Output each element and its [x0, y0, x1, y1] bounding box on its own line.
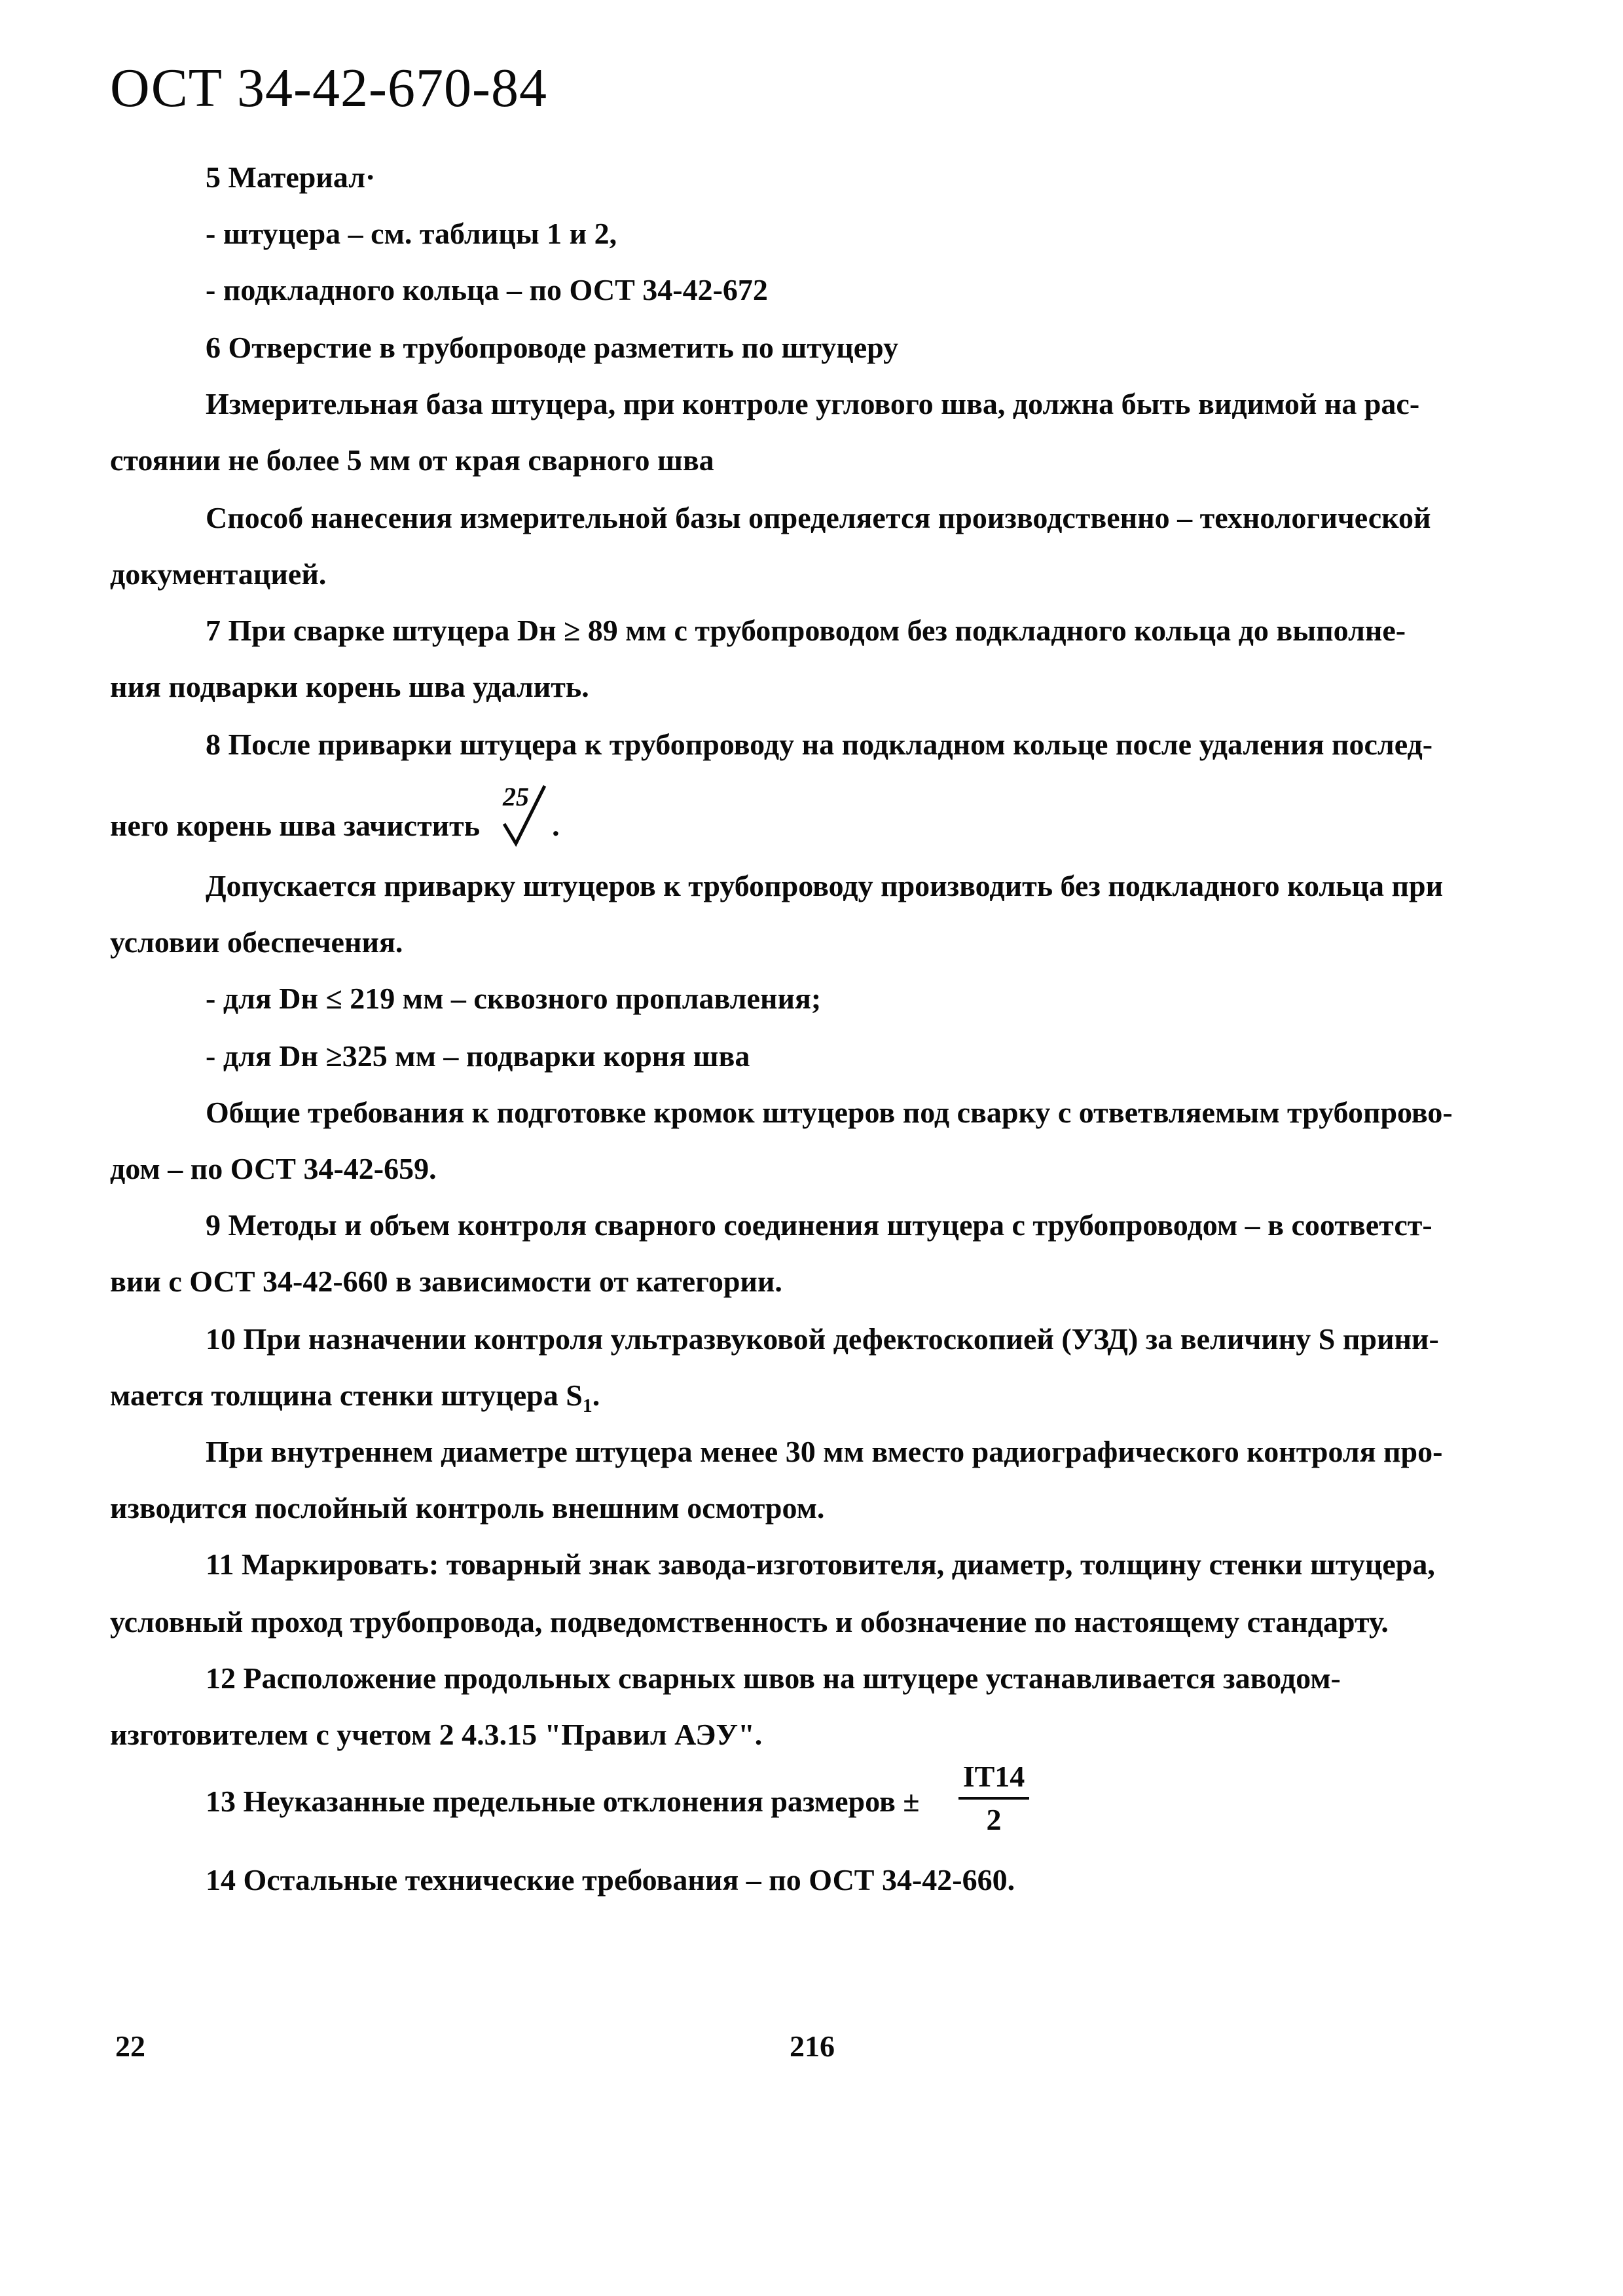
- method-line-1: Способ нанесения измерительной базы определяется производственно – технологической: [206, 501, 1431, 534]
- page-number-left: 22: [115, 2029, 145, 2063]
- roughness-value: 25: [503, 782, 529, 811]
- item-12-line-2: изготовителем с учетом 2 4.3.15 "Правил АЭУ".: [110, 1718, 763, 1751]
- item-13-line: 13 Неуказанные предельные отклонения размеров ±: [206, 1785, 920, 1818]
- item-8-line-2: [110, 811, 560, 841]
- item-11-line-2: условный проход трубопровода, подведомственность и обозначение по настоящему стандарту.: [110, 1605, 1389, 1639]
- inner-diameter-line-2: изводится послойный контроль внешним осмотром.: [110, 1491, 825, 1525]
- item-10-line-1: 10 При назначении контроля ультразвуковой дефектоскопией (УЗД) за величину S прини-: [206, 1322, 1439, 1356]
- tolerance-fraction: [955, 1759, 1033, 1838]
- fraction-denominator: 2: [986, 1803, 1002, 1836]
- inner-diameter-line-1: При внутреннем диаметре штуцера менее 30 мм вместо радиографического контроля про-: [206, 1435, 1443, 1468]
- measurement-base-line-1: Измерительная база штуцера, при контроле углового шва, должна быть видимой на рас-: [206, 387, 1420, 420]
- item-9-line-1: 9 Методы и объем контроля сварного соединения штуцера с трубопроводом – в соответст-: [206, 1208, 1432, 1242]
- page-number-center: 216: [790, 2029, 835, 2063]
- measurement-base-line-2: стоянии не более 5 мм от края сварного шва: [110, 443, 714, 477]
- item-10-line-2-text: мается толщина стенки штуцера S: [110, 1379, 583, 1412]
- edge-prep-line-2: дом – по ОСТ 34-42-659.: [110, 1152, 437, 1185]
- allowance-line-2: условии обеспечения.: [110, 925, 403, 959]
- item-7-line-1: 7 При сварке штуцера Dн ≥ 89 мм с трубопроводом без подкладного кольца до выполне-: [206, 614, 1406, 647]
- item-9-line-2: вии с ОСТ 34-42-660 в зависимости от категории.: [110, 1265, 782, 1298]
- item-11-line-1: 11 Маркировать: товарный знак завода-изготовителя, диаметр, толщину стенки штуцера,: [206, 1547, 1435, 1581]
- allowance-line-1: Допускается приварку штуцеров к трубопроводу производить без подкладного кольца при: [206, 869, 1444, 902]
- condition-dn-325: - для Dн ≥325 мм – подварки корня шва: [206, 1039, 750, 1073]
- item-5-material: 5 Материал·: [206, 160, 376, 194]
- surface-roughness-icon: [499, 781, 558, 853]
- method-line-2: документацией.: [110, 557, 327, 591]
- material-fitting-line: - штуцера – см. таблицы 1 и 2,: [206, 217, 617, 250]
- item-10-subscript: 1: [582, 1395, 593, 1417]
- item-7-line-2: ния подварки корень шва удалить.: [110, 670, 589, 703]
- edge-prep-line-1: Общие требования к подготовке кромок штуцеров под сварку с ответвляемым трубопрово-: [206, 1096, 1453, 1129]
- item-10-line-2-period: .: [592, 1379, 600, 1412]
- item-8-line-1: 8 После приварки штуцера к трубопроводу на подкладном кольце после удаления послед-: [206, 728, 1433, 761]
- material-backing-ring-line: - подкладного кольца – по ОСТ 34-42-672: [206, 273, 768, 306]
- item-8-line-2-text: него корень шва зачистить: [110, 809, 481, 842]
- item-10-line-2: [110, 1380, 600, 1416]
- item-6-hole-marking: 6 Отверстие в трубопроводе разметить по штуцеру: [206, 331, 899, 364]
- document-code-header: ОСТ 34-42-670-84: [110, 58, 547, 119]
- condition-dn-219: - для Dн ≤ 219 мм – сквозного проплавления;: [206, 982, 822, 1015]
- fraction-bar: [958, 1797, 1029, 1800]
- item-14-line: 14 Остальные технические требования – по ОСТ 34-42-660.: [206, 1863, 1015, 1897]
- item-8-line-2-period: .: [552, 809, 560, 842]
- item-12-line-1: 12 Расположение продольных сварных швов на штуцере устанавливается заводом-: [206, 1661, 1341, 1695]
- fraction-numerator: IT14: [962, 1760, 1025, 1793]
